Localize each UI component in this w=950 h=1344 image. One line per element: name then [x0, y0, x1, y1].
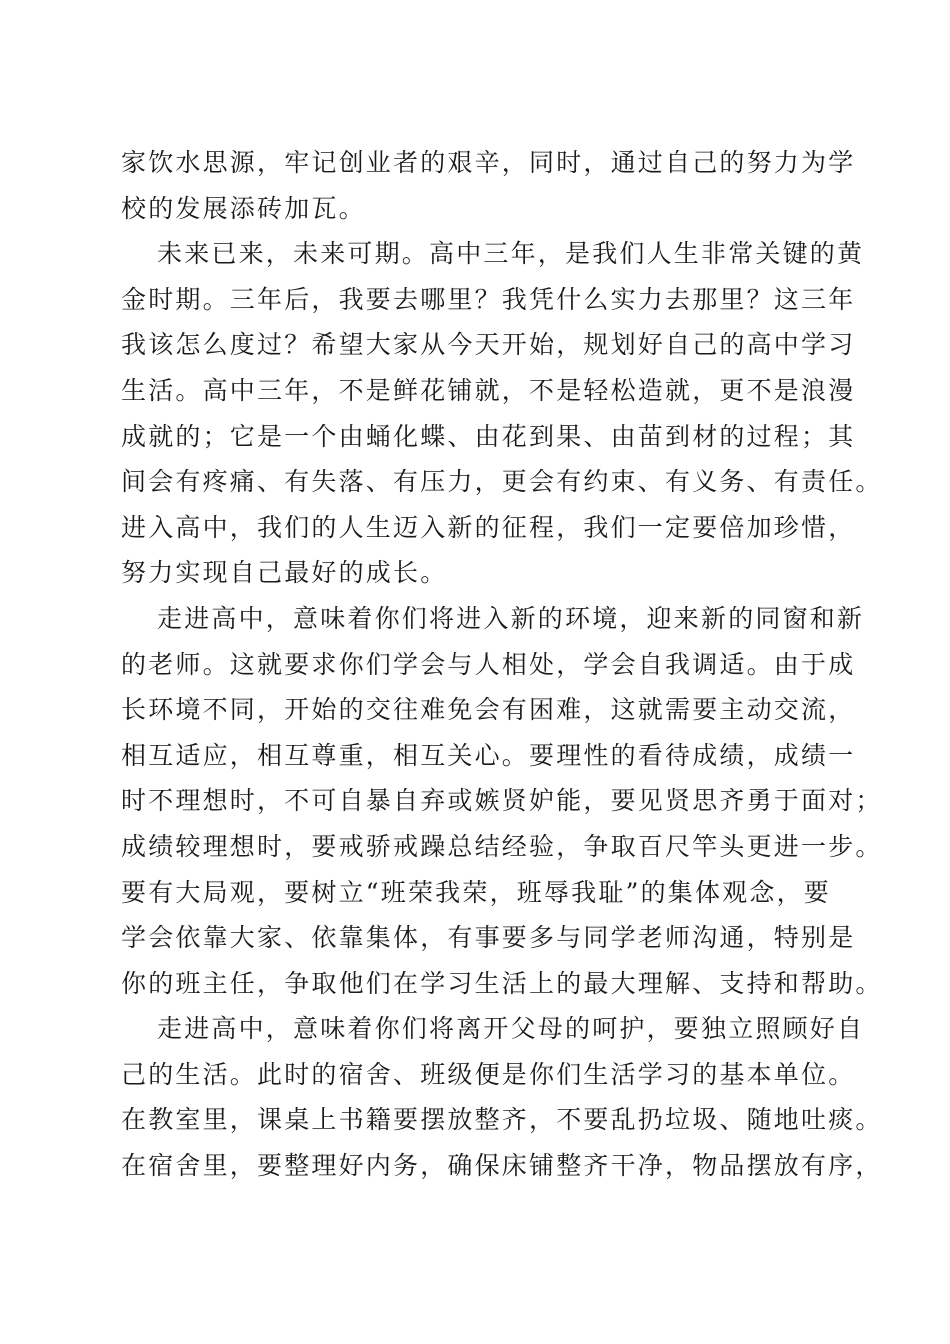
- text-line: 长环境不同，开始的交往难免会有困难，这就需要主动交流，: [121, 695, 856, 725]
- paragraph-first-line: 走进高中，意味着你们将进入新的环境，迎来新的同窗和新: [157, 603, 865, 633]
- text-line: 相互适应，相互尊重，相互关心。要理性的看待成绩，成绩一: [121, 740, 856, 770]
- text-line: 金时期。三年后，我要去哪里？我凭什么实力去那里？这三年: [121, 284, 856, 314]
- text-line: 我该怎么度过？希望大家从今天开始，规划好自己的高中学习: [121, 330, 856, 360]
- text-line: 要有大局观，要树立“班荣我荣，班辱我耻”的集体观念，要: [121, 877, 831, 907]
- text-line: 成就的；它是一个由蛹化蝶、由花到果、由苗到材的过程；其: [121, 421, 856, 451]
- text-line: 的老师。这就要求你们学会与人相处，学会自我调适。由于成: [121, 649, 856, 679]
- body-text: [121, 140, 883, 1189]
- paragraph-first-line: 走进高中，意味着你们将离开父母的呵护，要独立照顾好自: [157, 1014, 865, 1044]
- text-line: 在教室里，课桌上书籍要摆放整齐，不要乱扔垃圾、随地吐痰。: [121, 1105, 883, 1135]
- paragraph-first-line: 未来已来，未来可期。高中三年，是我们人生非常关键的黄: [157, 239, 865, 269]
- text-line: 进入高中，我们的人生迈入新的征程，我们一定要倍加珍惜，: [121, 512, 856, 542]
- text-line: 努力实现自己最好的成长。: [121, 558, 448, 588]
- text-line: 校的发展添砖加瓦。: [121, 193, 366, 223]
- text-line: 学会依靠大家、依靠集体，有事要多与同学老师沟通，特别是: [121, 923, 856, 953]
- text-line: 成绩较理想时，要戒骄戒躁总结经验，争取百尺竿头更进一步。: [121, 831, 883, 861]
- text-line: 己的生活。此时的宿舍、班级便是你们生活学习的基本单位。: [121, 1059, 856, 1089]
- text-line: 在宿舍里，要整理好内务，确保床铺整齐干净，物品摆放有序，: [121, 1151, 883, 1181]
- text-line: 生活。高中三年，不是鲜花铺就，不是轻松造就，更不是浪漫: [121, 375, 856, 405]
- text-line: 你的班主任，争取他们在学习生活上的最大理解、支持和帮助。: [121, 968, 883, 998]
- text-line: 家饮水思源，牢记创业者的艰辛，同时，通过自己的努力为学: [121, 148, 856, 177]
- text-line: 间会有疼痛、有失落、有压力，更会有约束、有义务、有责任。: [121, 467, 883, 497]
- text-line: 时不理想时，不可自暴自弃或嫉贤妒能，要见贤思齐勇于面对；: [121, 786, 883, 816]
